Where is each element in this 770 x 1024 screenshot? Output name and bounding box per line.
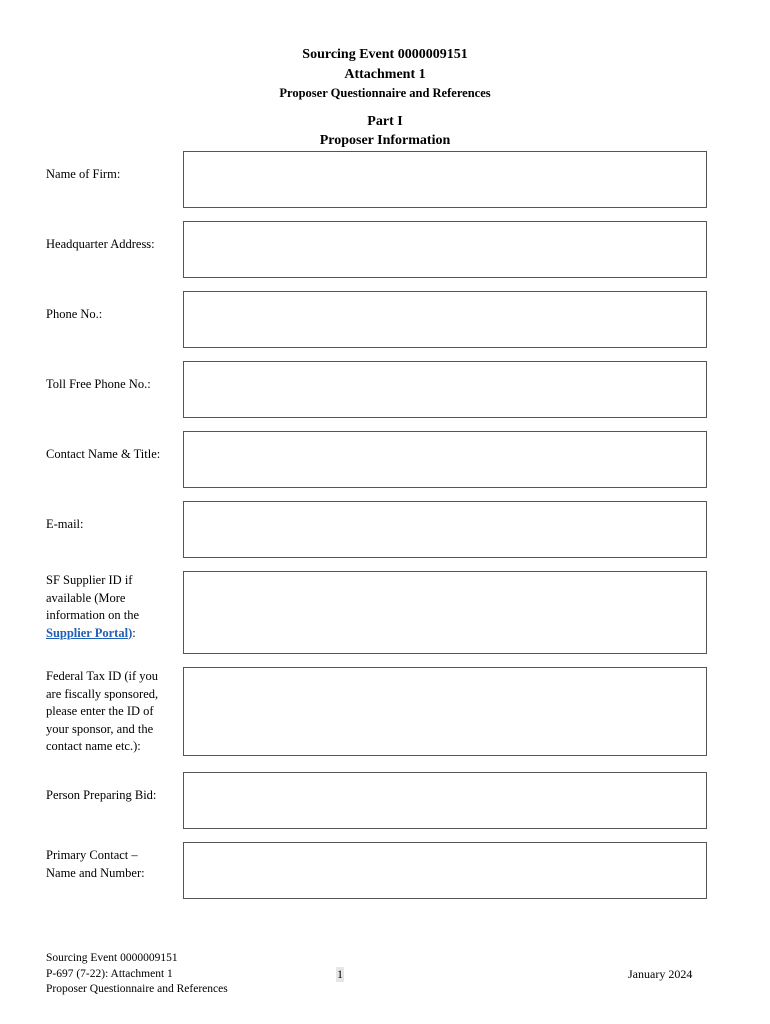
firm-name-field[interactable] — [183, 151, 707, 208]
preparer-label: Person Preparing Bid: — [46, 788, 157, 802]
supplier-id-label-line: SF Supplier ID if — [46, 573, 133, 587]
part-heading: Part I — [367, 114, 403, 129]
document-title: Sourcing Event 0000009151 — [302, 47, 468, 62]
footer-info — [46, 951, 228, 998]
tax-id-label-line: are fiscally sponsored, — [46, 686, 159, 701]
toll-free-label: Toll Free Phone No.: — [46, 377, 151, 391]
tax-id-label-line: contact name etc.): — [46, 739, 141, 753]
supplier-id-label-suffix: : — [132, 625, 136, 640]
supplier-id-label — [46, 572, 176, 642]
toll-free-field[interactable] — [183, 361, 707, 418]
part-title: Proposer Information — [319, 133, 451, 148]
page-number: 1 — [337, 967, 343, 981]
primary-contact-label — [46, 847, 176, 882]
document-subtitle: Proposer Questionnaire and References — [279, 86, 491, 100]
preparer-field[interactable] — [183, 772, 707, 829]
email-label: E-mail: — [46, 517, 84, 531]
tax-id-label-line: Federal Tax ID (if you — [46, 669, 159, 683]
contact-label: Contact Name & Title: — [46, 447, 161, 461]
footer-line: P-697 (7-22): Attachment 1 — [46, 967, 173, 980]
email-field[interactable] — [183, 501, 707, 558]
footer-line: Sourcing Event 0000009151 — [46, 952, 178, 964]
tax-id-label-line: please enter the ID of — [46, 704, 154, 718]
phone-label: Phone No.: — [46, 307, 103, 321]
primary-contact-field[interactable] — [183, 842, 707, 899]
tax-id-field[interactable] — [183, 667, 707, 756]
tax-id-label — [46, 668, 176, 756]
hq-address-field[interactable] — [183, 221, 707, 278]
primary-contact-label-line: Name and Number: — [46, 865, 145, 880]
primary-contact-label-line: Primary Contact – — [46, 848, 138, 862]
supplier-id-label-line — [46, 625, 176, 643]
attachment-label: Attachment 1 — [344, 67, 426, 82]
supplier-id-label-line: information on the — [46, 608, 140, 622]
supplier-id-label-line: available (More — [46, 590, 126, 605]
footer-date: January 2024 — [628, 967, 693, 981]
contact-field[interactable] — [183, 431, 707, 488]
firm-name-label: Name of Firm: — [46, 167, 121, 181]
tax-id-label-line: your sponsor, and the — [46, 721, 154, 736]
footer-line: Proposer Questionnaire and References — [46, 983, 228, 995]
supplier-id-field[interactable] — [183, 571, 707, 654]
supplier-portal-link[interactable]: Supplier Portal) — [46, 625, 133, 640]
hq-address-label: Headquarter Address: — [46, 237, 155, 251]
phone-field[interactable] — [183, 291, 707, 348]
